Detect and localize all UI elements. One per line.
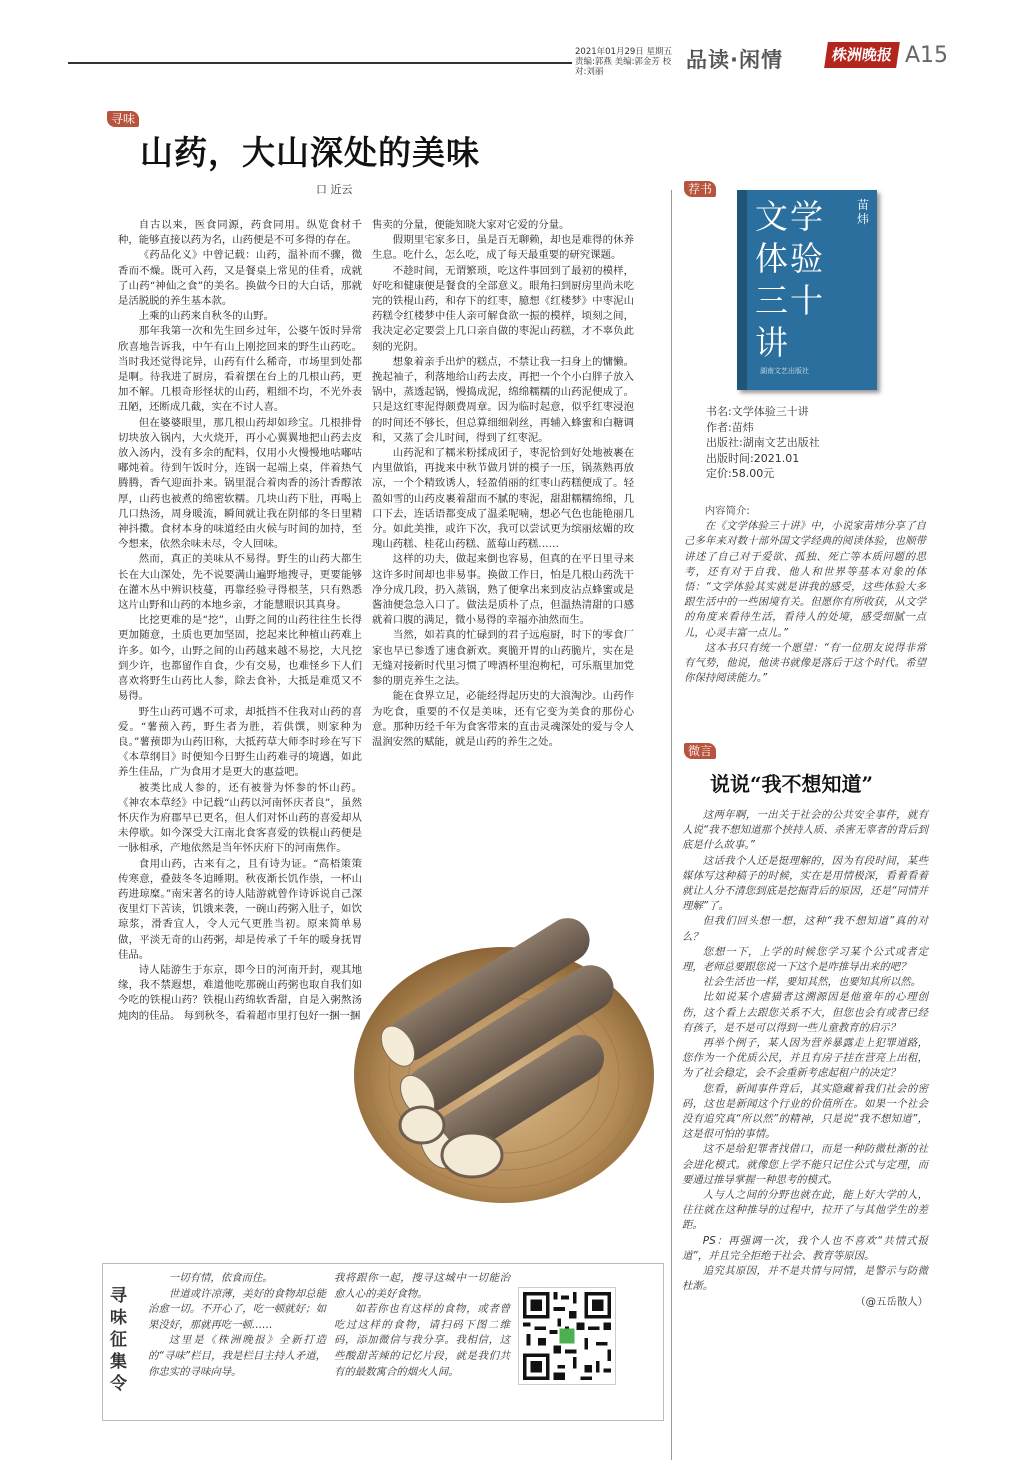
paragraph: 这本书只有统一个愿望：“有一位朋友说得非常有气势，他说，他读书就像是落后于这个时代。希望你保持阅读能力。” (684, 641, 926, 685)
paragraph: 比如说某个虐猫者这溯源因是他童年的心理创伤，这个看上去跟您关系不大，但您也会有或者已经有孩子，是不是可以得到一些儿童教育的启示？ (682, 991, 928, 1034)
book-info-line: 作者:苗炜 (706, 420, 754, 434)
paragraph: 您想一下，上学的时候您学习某个公式或者定理，老师总要跟您说一下这个是咋推导出来的吧？ (682, 945, 928, 974)
paragraph: 如若你也有这样的食物，或者曾吃过这样的食物，请扫码下图二维码，添加微信与我分享。我相信，这些酸甜苦辣的记忆片段，就是我们共有的最数寓合的烟火人间。 (334, 1303, 510, 1378)
book-info-line: 出版时间:2021.01 (706, 451, 800, 465)
paragraph: 这不是给犯罪者找借口，而是一种防微杜渐的社会进化模式。就像您上学不能只记住公式与定理，而要通过推导掌握一种思考的模式。 (682, 1143, 928, 1186)
paragraph: 我将跟你一起，搜寻这城中一切能治愈人心的美好食物。 (334, 1272, 510, 1300)
paragraph: 追究其原因，并不是共情与同情，是警示与防微杜渐。 (682, 1265, 928, 1293)
paragraph: 再举个例子，某人因为营养暴露走上犯罪道路，您作为一个优质公民，并且有房子挂在营亮上出租，为了社会稳定，会不会重新考虑起租户的决定？ (682, 1037, 928, 1080)
paragraph: 那年我第一次和先生回乡过年，公婆午饭时异常欣喜地告诉我，中午有山上刚挖回来的野生山药吃。当时我还觉得诧异，山药有什么稀奇，市场里到处都是啊。待我进了厨房，看着摆在台上的几根山药，更加不解。几根奇形怪状的山药，粗细不均，不光外表丑陋，还断成几截，实在不讨人喜。 (118, 325, 362, 414)
paragraph: PS：再强调一次，我个人也不喜欢“共情式报道”，并且完全拒绝于社会、教育等原因。 (682, 1234, 928, 1262)
paragraph: 山药泥和了糯米粉揉成团子，枣泥恰到好处地被裹在内里做馅，再拢来中秋节做月饼的模子一压，锅蒸熟再放凉，一个个精致诱人，轻盈俏丽的红枣山药糕便成了。轻盈如雪的山药皮裹着甜而不腻的枣泥，甜甜糯糯绵绵，几口下去，连话语都变成了温柔呢喃，想必气色也能艳丽几分。如此美推，或许下次，我可以尝试更为缤丽炫媚的玫瑰山药糕、桂花山药糕、蓝莓山药糕…… (372, 447, 634, 551)
paragraph: 能在食界立足，必能经得起历史的大浪淘沙。山药作为吃食，重要的不仅是美味，还有它变为美食的那份心意。那种历经千年为食客带来的直击灵魂深处的爱与令人温润安然的赋能，就是山药的养生之处。 (372, 690, 634, 748)
header-meta (575, 47, 675, 77)
paragraph: 上乘的山药来自秋冬的山野。 (138, 310, 274, 323)
paragraph: 售卖的分量，便能知晓大家对它爱的分量。 (372, 219, 570, 231)
opinion-tag (684, 740, 716, 759)
book-info-line: 书名:文学体验三十讲 (706, 405, 809, 418)
article-byline: 口 近云 (316, 183, 353, 196)
book-info-line: 出版社:湖南文艺出版社 (706, 436, 820, 449)
paragraph: 社会生活也一样，要知其然，也要知其所以然。 (702, 976, 921, 989)
paragraph: 一切有情，依食而住。 (168, 1272, 273, 1284)
opinion-title: 说说“我不想知道” (710, 772, 874, 796)
article-column-1 (118, 218, 362, 1024)
article-title: 山药，大山深处的美味 (140, 133, 480, 172)
paragraph: 这样的功夫，做起来倒也容易，但真的在平日里寻来这许多时间却也非易事。换做工作日，怕是几根山药洗干净分成几段，扔入蒸锅，熟了便拿出来到皮沾点蜂蜜或是酱油便急急入口了。做法是质朴了点，但温热清甜的口感就着口腹的满足，微小易得的幸福亦油然而生。 (372, 553, 634, 627)
paragraph: 这里是《株洲晚报》全新打造的“寻味”栏目，我是栏目主持人矛道，你忠实的寻味向导。 (148, 1334, 326, 1378)
opinion-signature: （@五岳散人） (855, 1295, 928, 1308)
book-tag (684, 178, 716, 197)
paragraph: 不趁时间，无谓繁琐，吃这件事回到了最初的模样，好吃和健康便是餐食的全部意义。眼角扫到厨房里尚未吃完的铁棍山药，和存下的红枣，臆想《红楼梦》中枣泥山药糕令红楼梦中佳人亲可解食欲一振的模样，顷刻之间，我决定必定要尝上几口亲自做的枣泥山药糕，才不辜负此刻的光阴。 (372, 264, 634, 353)
article-tag (107, 108, 139, 127)
book-cover-title: 文学体验三十讲 (755, 197, 825, 362)
page-number: A15 (905, 43, 949, 68)
wechat-icon (559, 1328, 574, 1343)
column-tag: 微言 (684, 743, 716, 759)
book-info (706, 404, 906, 482)
notice-column-1 (148, 1271, 326, 1380)
column-tag: 荐书 (684, 181, 716, 197)
paragraph: 假期里宅家多日，虽是百无聊赖，却也是难得的休养生息。吃什么，怎么吃，成了每天最重要的研究课题。 (372, 234, 634, 262)
book-info-line: 定价:58.00元 (706, 467, 775, 480)
paragraph: 但在婆婆眼里，那几根山药却如珍宝。几根排骨切块放入锅内，大火烧开，再小心翼翼地把山药去皮放入汤内，没有多余的配料，仅用小火慢慢地咕嘟咕嘟炖着。待到午饭时分，连锅一起端上桌，伴着热气腾腾，香气迎面扑来。锅里混合着肉香的汤汁香醇浓厚，山药也被煮的绵密软糯。几块山药下肚，再喝上几口热汤，周身暖流，瞬间就让我在阴郁的冬日里精神抖擞。食材本身的味道经由火候与时间的加持，至今想来，依然余味未尽，令人回味。 (118, 416, 362, 551)
newspaper-logo: 株洲晚报 (824, 42, 900, 68)
book-cover-publisher: 湖南文艺出版社 (760, 367, 809, 375)
paragraph: 然而，真正的美味从不易得。野生的山药大都生长在大山深处，先不说要满山遍野地搜寻，更要能够在灌木丛中辨识枝蔓，再靠经验寻得根茎，只有熟悉这片山野和山药的本地乡亲，才能慧眼识其真身。 (118, 553, 362, 612)
book-intro (684, 504, 926, 686)
column-tag: 寻味 (107, 111, 139, 127)
paragraph: 诗人陆游生于东京，即今日的河南开封，观其地缘，我不禁遐想，难道他吃那碗山药粥也取自我们如今吃的铁棍山药？铁棍山药绵软香甜，自是入粥熬汤炖肉的佳品。 每到秋冬，看着超市里打包好一捆一捆 (118, 963, 362, 1022)
issue-date: 2021年01月29日 星期五 (575, 47, 672, 57)
notice-title: 寻味征集令 (110, 1286, 127, 1394)
paragraph: 人与人之间的分野也就在此，能上好大学的人，往往就在这种推导的过程中，拉开了与其他学生的差距。 (682, 1189, 928, 1232)
paragraph: 当然，如若真的忙碌到的君子远庖厨，时下的零食厂家也早已参透了速食新欢。爽脆开胃的山药脆片，实在是无缝对接新时代里习惯了啤酒杯里泡枸杞，可乐瓶里加党参的朋克养生之法。 (372, 629, 634, 688)
paragraph: 比挖更难的是“挖”，山野之间的山药往往生长得更加随意，土质也更加坚固，挖起来比种植山药难上许多。如今，山野之间的山药越来越不易挖，大凡挖到少许，也都留作自食，少有交易，也难怪乡下人们喜欢将野生山药比人参，除去食补，大抵是难觅又不易得。 (118, 614, 362, 703)
paragraph: 但我们回头想一想，这种“我不想知道”真的对么？ (682, 915, 928, 943)
book-spine (737, 190, 747, 390)
opinion-body (682, 808, 928, 1310)
paragraph: 想象着亲手出炉的糕点，不禁让我一扫身上的慵懒。挽起袖子，利落地给山药去皮，再把一个个小白胖子放入锅中，蒸透起锅，慢捣成泥，绵绵糯糯的山药泥便成了。只是这红枣泥得颇费周章。因为临时起意，似乎红枣浸泡的时间还不够长，但总算细细剁丝，再辅入蜂蜜和白糖调和，又蒸了会儿时间，得到了红枣泥。 (372, 355, 634, 444)
paragraph: 自古以来，医食同源，药食同用。纵览食材千种，能够直接以药为名，山药便是不可多得的存在。 (118, 219, 362, 247)
paragraph: 在《文学体验三十讲》中，小说家苗炜分享了自己多年来对数十部外国文学经典的阅读体验，也顺带讲述了自己对于爱欲、孤独、死亡等本质问题的思考，还有对于自我、他人和世界等基本对象的体悟：“文学体验其实就是讲我的感受，这些体验大多跟生活中的一些困境有关。但愿你有所收获，从文学的角度来看待生活，看待人的处境，感受细腻一点儿，心灵丰富一点儿。” (684, 520, 926, 639)
notice-column-2 (334, 1271, 510, 1380)
paragraph: 您看，新闻事件背后，其实隐藏着我们社会的密码，这也是新闻这个行业的价值所在。如果一个社会没有追究真“所以然”的精神，只是说“我不想知道”，这是很可怕的事情。 (682, 1082, 928, 1141)
wechat-qr-code[interactable] (518, 1287, 616, 1385)
article-column-2 (372, 218, 634, 750)
paragraph: 这话我个人还是挺理解的，因为有段时间，某些媒体写这种稿子的时候，实在是用情极深，看着看着就让人分不清您到底是挖掘背后的原因，还是“同情并理解”了。 (682, 854, 928, 913)
column-divider (671, 190, 672, 1460)
section-name: 品读·闲情 (686, 48, 783, 72)
intro-label: 内容简介: (704, 505, 750, 517)
paragraph: 野生山药可遇不可求，却抵挡不住我对山药的喜爱。“薯蓣入药，野生者为胜，若供馔，则家种为良。”薯蓣即为山药旧称，大抵药草大师李时珍在写下《本草纲目》时便知今日野生山药难寻的境遇，如此养生佳品，广为食用才是更大的惠益吧。 (118, 705, 362, 779)
paragraph: 食用山药，古来有之，且有诗为证。“高梧策策传寒意，叠鼓冬冬迫睡期。秋夜渐长饥作祟，一杯山药进琼糜。”南宋著名的诗人陆游就曾作诗诉说自己深夜里灯下苦读，饥饿来袭，一碗山药粥入肚子，如饮琼浆，滑香宜人，令人元气更胜当初。原来简单易做，平淡无奇的山药粥，却是传承了千年的暖身抚胃佳品。 (118, 857, 362, 961)
header-rule (68, 62, 572, 64)
book-cover-author: 苗炜 (856, 198, 869, 226)
yam-photo (352, 905, 657, 1205)
paragraph: 这两年啊，一出关于社会的公共安全事件，就有人说“我不想知道那个挟持人质、杀害无辜者的背后到底是什么故事。” (682, 809, 928, 852)
editor-credits: 责编:郭燕 美编:郭金芳 校对:刘丽 (575, 57, 672, 77)
paragraph: 世道或许凉薄，美好的食物却总能治愈一切。不开心了，吃一顿就好；如果没好，那就再吃一顿…… (148, 1287, 326, 1331)
paragraph: 《药品化义》中曾记载：山药，温补而不骤，微香而不燥。既可入药，又是餐桌上常见的佳肴，成就了山药“神仙之食”的美名。换做今日的大白话，那就是活脱脱的养生基本款。 (118, 249, 362, 308)
paragraph: 被类比成人参的，还有被誉为怀参的怀山药。《神农本草经》中记载“山药以河南怀庆者良”，虽然怀庆作为府郡早已更名，但人们对怀山药的喜爱却从未停歇。如今深受大江南北食客喜爱的铁棍山药便是一脉相承，产地依然是当年怀庆府下的河南焦作。 (118, 781, 362, 855)
